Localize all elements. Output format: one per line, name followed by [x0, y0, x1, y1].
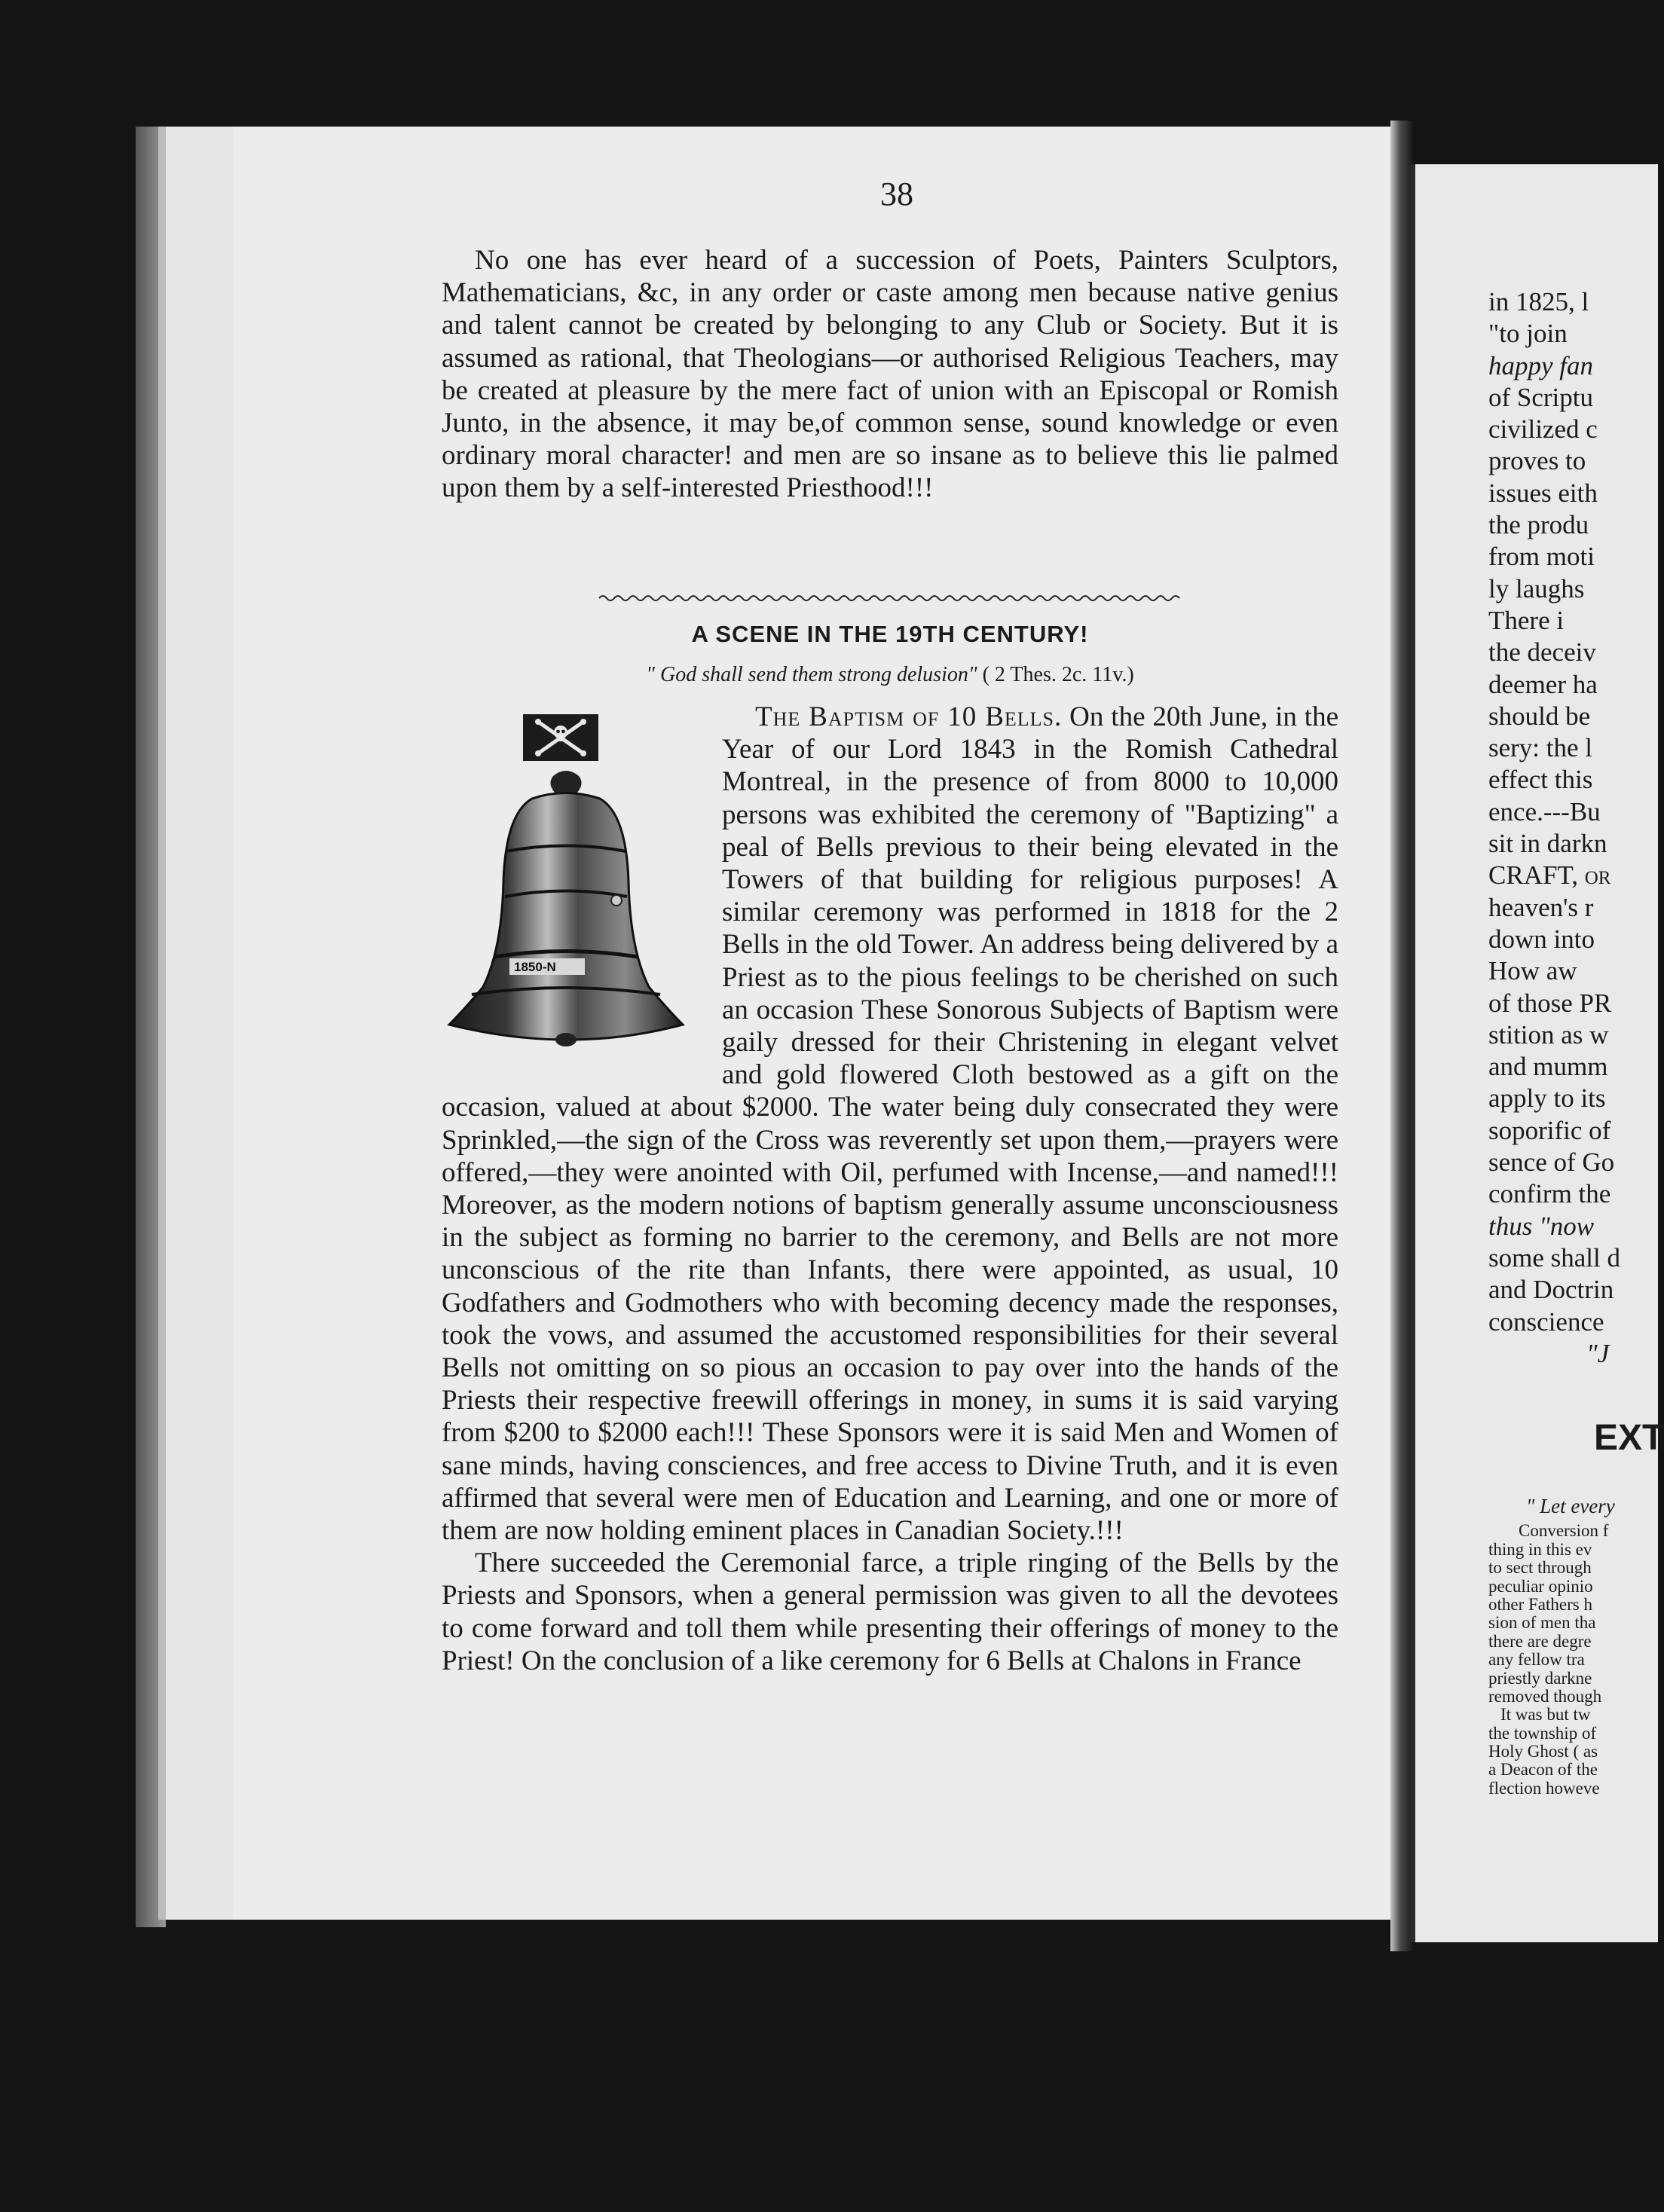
- right-small-line: other Fathers h: [1488, 1594, 1592, 1614]
- right-line: stition as w: [1488, 1019, 1609, 1049]
- opening-paragraph-text: No one has ever heard of a succession of Poets, Painters Sculptors, Mathematicians, &c, in any order or caste among men because native genius and talent cannot be created by belonging to any Club or Society. But it is assumed as rational, that Theologians—or authorised Religious Teachers, may be created at pleasure by the mere fact of union with an Episcopal or Romish Junto, in the absence, it may be,of common sense, sound knowledge or even ordinary moral character! and men are so insane as to believe this lie palmed upon them by a self-interested Priesthood!!!: [442, 245, 1338, 504]
- right-line: deemer ha: [1488, 669, 1598, 699]
- right-line: the produ: [1488, 510, 1589, 540]
- section-heading: A SCENE IN THE 19TH CENTURY!: [691, 621, 1089, 647]
- right-line: conscience: [1488, 1306, 1604, 1337]
- right-heading: EXT: [1594, 1418, 1664, 1459]
- article-lead: The Baptism of 10 Bells.: [755, 701, 1063, 732]
- right-line: and Doctrin: [1488, 1275, 1614, 1305]
- right-line: down into: [1488, 924, 1595, 954]
- bell-illustration: [442, 701, 713, 1085]
- page-number: 38: [880, 176, 913, 212]
- right-line: heaven's r: [1488, 892, 1594, 922]
- right-line: ly laughs: [1488, 573, 1585, 603]
- right-line: should be: [1488, 701, 1591, 731]
- right-line: in 1825, l: [1488, 287, 1589, 316]
- right-small-line: Holy Ghost ( as: [1488, 1742, 1598, 1761]
- right-small-line: removed though: [1488, 1686, 1602, 1706]
- right-small-line: thing in this ev: [1488, 1539, 1592, 1559]
- right-line: of Scriptu: [1488, 382, 1594, 412]
- right-line: effect this: [1488, 765, 1593, 795]
- epigraph-reference: ( 2 Thes. 2c. 11v.): [982, 663, 1134, 686]
- right-line: the deceiv: [1488, 637, 1596, 668]
- right-line: thus "now: [1488, 1211, 1595, 1241]
- right-line: "J: [1586, 1338, 1610, 1368]
- right-small-line: the township of: [1488, 1723, 1597, 1743]
- right-small-text: [1488, 1521, 1662, 1798]
- right-line: sery: the l: [1488, 733, 1593, 763]
- right-line: How aw: [1488, 956, 1577, 986]
- bell-icon: [442, 768, 690, 1077]
- right-line: sit in darkn: [1488, 829, 1607, 859]
- right-small-line: priestly darkne: [1488, 1668, 1592, 1688]
- right-line: "to join: [1488, 319, 1568, 349]
- right-line: issues eith: [1488, 478, 1598, 508]
- bell-article: [442, 701, 1338, 1677]
- right-line: happy fan: [1488, 350, 1594, 380]
- right-epigraph: " Let every: [1526, 1495, 1615, 1518]
- right-line: of those PR: [1488, 988, 1612, 1018]
- epigraph-quote: " God shall send them strong delusion": [646, 663, 977, 686]
- right-small-line: It was but tw: [1500, 1705, 1591, 1725]
- right-small-line: there are degre: [1488, 1631, 1592, 1651]
- right-line: confirm the: [1488, 1179, 1611, 1209]
- right-line: CRAFT, or: [1488, 860, 1611, 891]
- right-line: sence of Go: [1488, 1147, 1615, 1178]
- ceremonial-paragraph: There succeeded the Ceremonial farce, a triple ringing of the Bells by the Priests and Sponsors, when a general permission was given to all the devotees to come forward and toll them while presenting their offerings of money to the Priest! On the conclusion of a like ceremony for 6 Bells at Chalons in France: [442, 1547, 1338, 1676]
- opening-paragraph: [442, 244, 1338, 505]
- right-line: from moti: [1488, 542, 1595, 572]
- right-line: civilized c: [1488, 414, 1598, 445]
- right-page-text: [1488, 286, 1664, 1798]
- right-line: some shall d: [1488, 1242, 1620, 1273]
- right-small-line: Conversion f: [1519, 1521, 1609, 1541]
- right-line: proves to: [1488, 446, 1586, 476]
- bell-inscription: 1850-N: [514, 960, 556, 974]
- right-small-line: flection howeve: [1488, 1778, 1600, 1798]
- right-line: There i: [1488, 605, 1565, 635]
- right-line: apply to its: [1488, 1083, 1606, 1114]
- right-small-line: sion of men tha: [1488, 1613, 1596, 1633]
- epigraph: [442, 663, 1338, 687]
- right-small-line: a Deacon of the: [1488, 1760, 1598, 1780]
- wavy-divider: [599, 592, 1179, 604]
- skull-crossbones-flag-icon: [523, 714, 598, 761]
- right-line: and mumm: [1488, 1052, 1608, 1082]
- right-small-line: to sect through: [1488, 1558, 1592, 1578]
- right-line: ence.---Bu: [1488, 796, 1601, 826]
- right-small-line: any fellow tra: [1488, 1650, 1585, 1670]
- right-line: soporific of: [1488, 1115, 1611, 1145]
- article-body: On the 20th June, in the Year of our Lord 1843 in the Romish Cathedral Montreal, in the presence of from 8000 to 10,000 persons was exhibited the ceremony of "Baptizing" a peal of Bells previous to their being elevated in the Towers of that building for religious purposes! A similar ceremony was performed in 1818 for the 2 Bells in the old Tower. An address being delivered by a Priest as to the pious feelings to be cherished on such an occasion These Sonorous Subjects of Baptism were gaily dressed for their Christening in elegant velvet and gold flowered Cloth bestowed as a gift on the occasion, valued at about $2000. The water being duly consecrated they were Sprinkled,—the sign of the Cross was reverently set upon them,—prayers were offered,—they were anointed with Oil, perfumed with Incense,—and named!!! Moreover, as the modern notions of baptism generally assume unconsciousness in the subject as forming no barrier to the ceremony, and Bells are not more unconscious of the rite than Infants, there were appointed, as usual, 10 Godfathers and Godmothers who with becoming decency made the responses, took the vows, and assumed the accustomed responsibilities for their several Bells not omitting on so pious an occasion to pay over into the hands of the Priests their respective freewill offerings in money, in sums it is said varying from $200 to $2000 each!!! These Sponsors were it is said Men and Women of sane minds, having consciences, and free access to Divine Truth, and it is even affirmed that several were men of Education and Learning, and one or more of them are now holding eminent places in Canadian Society.!!!: [442, 701, 1338, 1547]
- right-small-line: peculiar opinio: [1488, 1576, 1593, 1596]
